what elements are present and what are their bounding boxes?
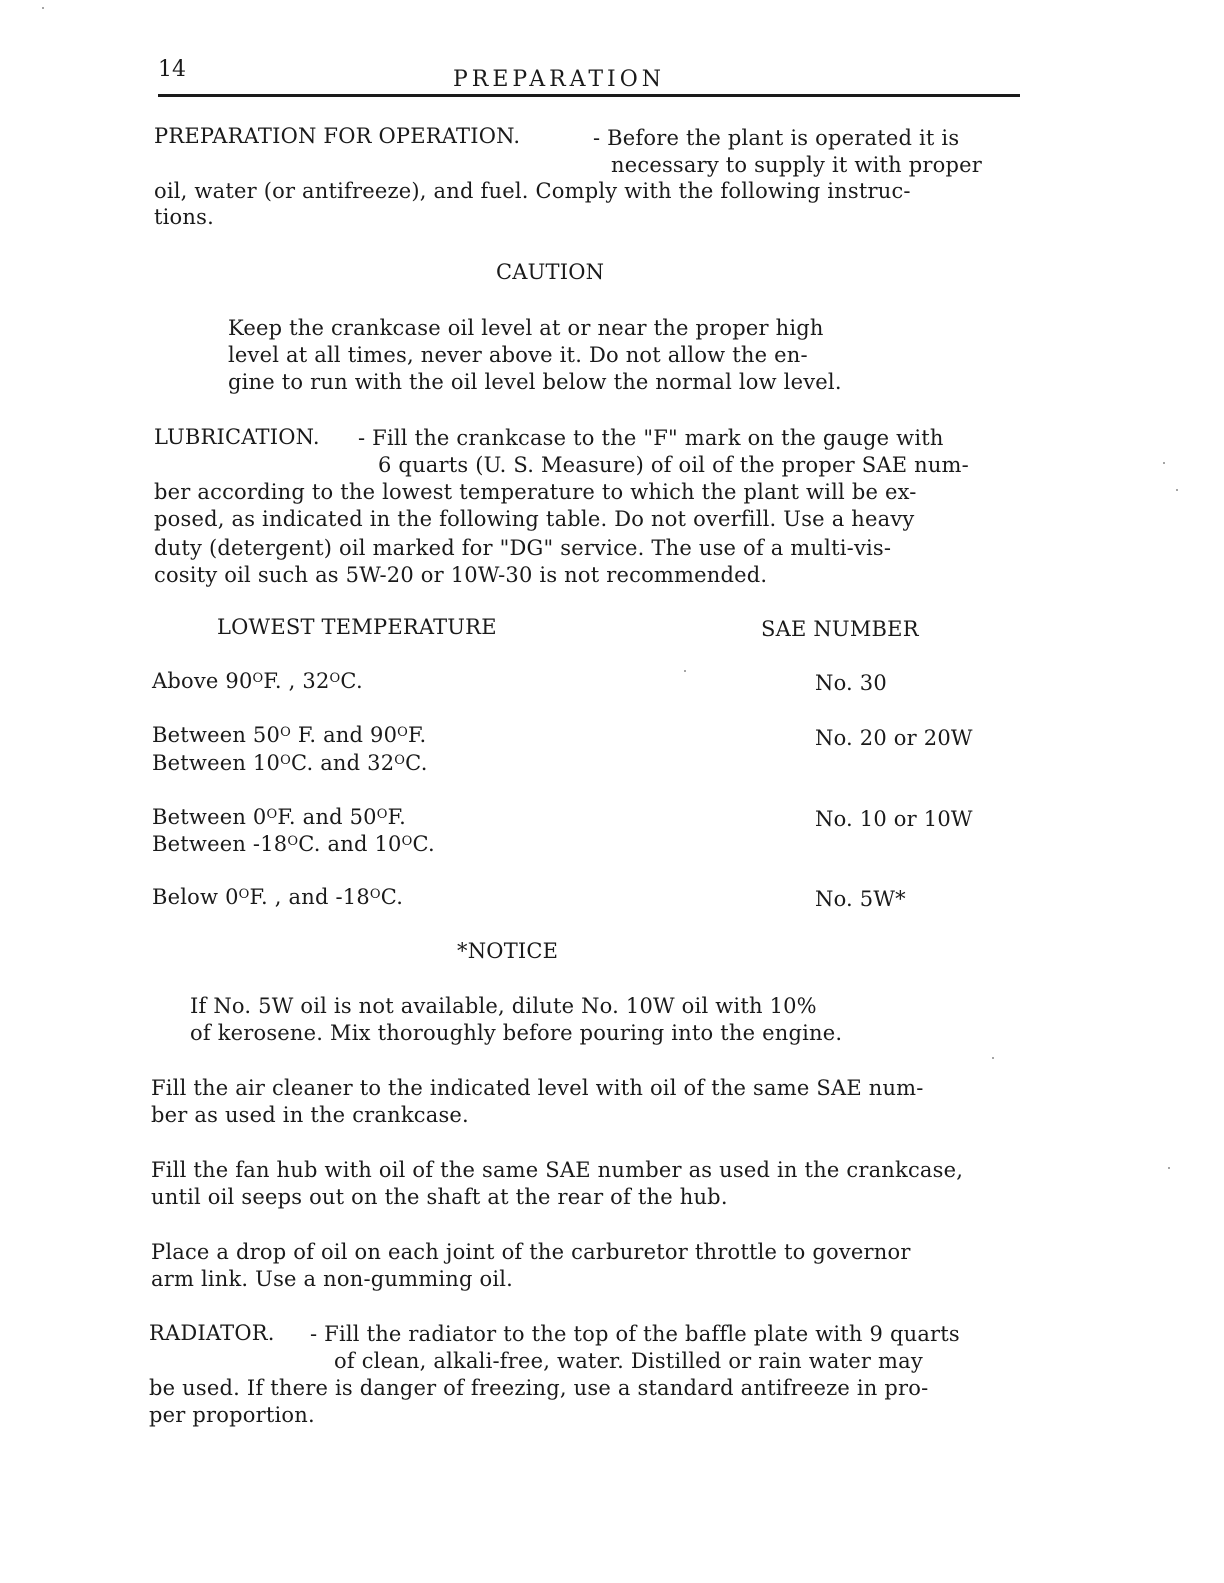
table-row-sae: No. 30 [815,671,887,695]
caution-title: CAUTION [496,260,605,284]
radiator-line: per proportion. [149,1403,315,1427]
prep-heading: PREPARATION FOR OPERATION. [154,124,521,148]
caution-line: Keep the crankcase oil level at or near the proper high [228,316,824,340]
scan-speck [1163,462,1165,464]
header-rule [158,94,1020,97]
paragraph-line: arm link. Use a non-gumming oil. [151,1267,514,1291]
table-row-sae: No. 20 or 20W [815,726,973,750]
radiator-line-1: - Fill the radiator to the top of the baffle plate with 9 quarts [310,1322,960,1346]
prep-line-2: necessary to supply it with proper [611,153,982,177]
table-row-temp: Between $-18^OC$. and $10^OC$. [152,832,435,856]
radiator-line: be used. If there is danger of freezing, use a standard antifreeze in pro- [149,1376,929,1400]
caution-line: level at all times, never above it. Do not allow the en- [228,343,808,367]
scan-speck [42,7,44,9]
prep-line-4: tions. [154,205,214,229]
table-row-temp: Between $0^OF$. and $50^OF$. [152,805,406,829]
notice-line: of kerosene. Mix thoroughly before pouring into the engine. [190,1021,843,1045]
scan-speck [684,670,686,672]
radiator-line-2: of clean, alkali-free, water. Distilled or rain water may [334,1349,923,1373]
table-header-temperature: LOWEST TEMPERATURE [217,615,497,639]
lubrication-line: duty (detergent) oil marked for "DG" service. The use of a multi-vis- [154,536,892,560]
lubrication-line: cosity oil such as 5W-20 or 10W-30 is not recommended. [154,563,768,587]
paragraph-line: ber as used in the crankcase. [151,1103,469,1127]
scan-speck [992,1057,994,1059]
paragraph-line: Fill the air cleaner to the indicated level with oil of the same SAE num- [151,1076,924,1100]
paragraph-line: Fill the fan hub with oil of the same SAE number as used in the crankcase, [151,1158,964,1182]
lubrication-line-2: 6 quarts (U. S. Measure) of oil of the proper SAE num- [378,453,969,477]
table-row-sae: No. 10 or 10W [815,807,973,831]
notice-title: *NOTICE [457,939,559,963]
table-row-temp: Above $90^OF$. , $32^OC$. [152,669,363,693]
lubrication-line-1: - Fill the crankcase to the "F" mark on the gauge with [358,426,944,450]
lubrication-line: ber according to the lowest temperature to which the plant will be ex- [154,480,917,504]
paragraph-line: until oil seeps out on the shaft at the rear of the hub. [151,1185,728,1209]
table-row-temp: Between $10^OC$. and $32^OC$. [152,751,428,775]
page-number: 14 [158,57,186,82]
prep-line-1: - Before the plant is operated it is [593,126,960,150]
table-header-sae: SAE NUMBER [761,617,919,641]
paragraph-line: Place a drop of oil on each joint of the carburetor throttle to governor [151,1240,911,1264]
table-row-sae: No. 5W* [815,887,906,911]
scan-speck [1176,489,1178,491]
prep-line-3: oil, water (or antifreeze), and fuel. Comply with the following instruc- [154,179,911,203]
table-row-temp: Below $0^OF$. , and $-18^OC$. [152,885,404,909]
running-title: PREPARATION [453,67,665,92]
notice-line: If No. 5W oil is not available, dilute No. 10W oil with 10% [190,994,817,1018]
scan-speck [1168,1167,1170,1169]
caution-line: gine to run with the oil level below the normal low level. [228,370,842,394]
table-row-temp: Between $50^O$ F. and $90^OF$. [152,723,427,747]
radiator-heading: RADIATOR. [149,1321,275,1345]
lubrication-heading: LUBRICATION. [154,425,320,449]
lubrication-line: posed, as indicated in the following table. Do not overfill. Use a heavy [154,507,915,531]
